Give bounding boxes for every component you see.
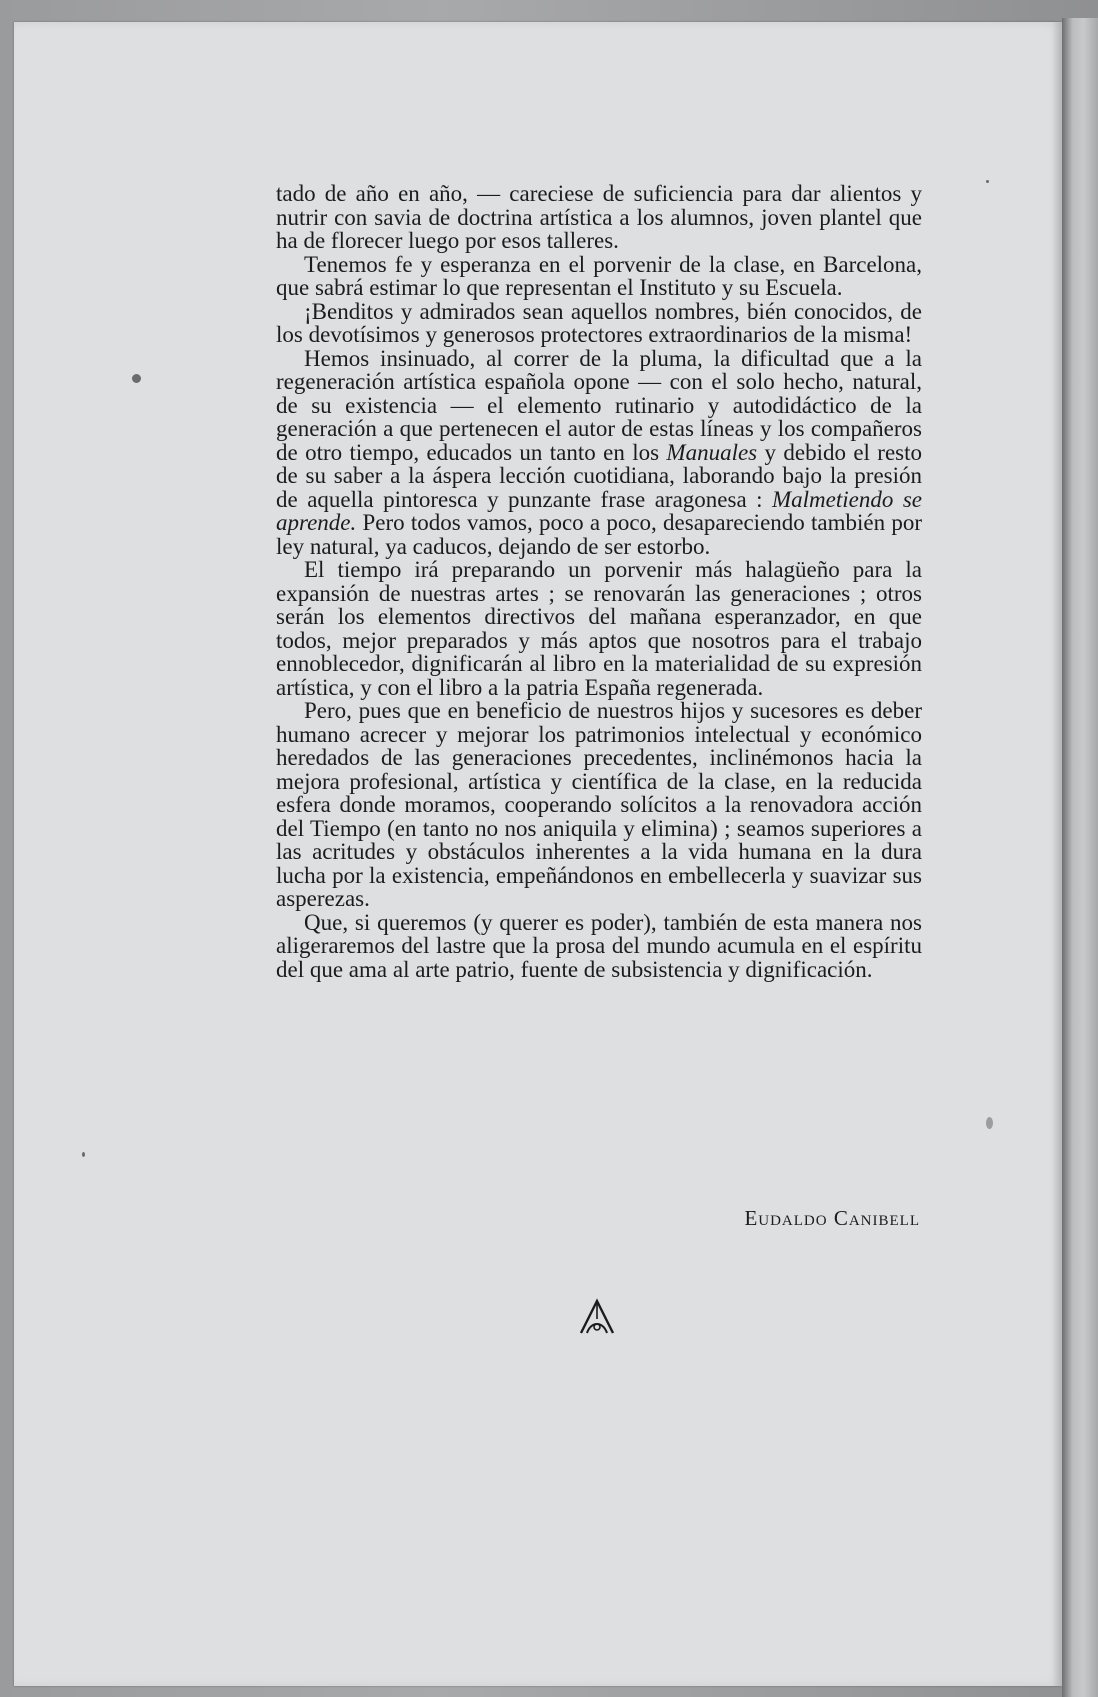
- paragraph: [276, 347, 922, 559]
- paragraph: [276, 558, 922, 699]
- paragraph-text: ¡Benditos y admirados sean aquellos nombres, bién conocidos, de los devotísimos y generosos protectores extraordinarios de la misma!: [276, 298, 922, 347]
- paragraph: [276, 253, 922, 300]
- paragraph: [276, 911, 922, 982]
- page-edge: [1062, 18, 1098, 1697]
- author-signature: Eudaldo Canibell: [744, 1206, 920, 1230]
- paper-speck: [132, 374, 141, 383]
- paragraph-text: Tenemos fe y esperanza en el porvenir de la clase, en Barcelona, que sabrá estimar lo que representan el Instituto y su Escuela.: [276, 251, 922, 300]
- article-text: [276, 182, 922, 981]
- paragraph: [276, 300, 922, 347]
- paragraph-text: tado de año en año, — careciese de suficiencia para dar alientos y nutrir con savia de doctrina artística a los alumnos, joven plantel que ha de florecer luego por esos talleres.: [276, 181, 922, 253]
- paragraph-text: Pero todos vamos, poco a poco, desapareciendo también por ley natural, ya caducos, dejando de ser estorbo.: [276, 510, 922, 559]
- paragraph-text: y debido el resto de su saber a la áspera lección cuotidiana, laborando bajo la presión de aquella pintoresca y punzante frase aragonesa :: [276, 439, 922, 512]
- italic-text: Malmetiendo se aprende.: [276, 486, 922, 535]
- paragraph-text: El tiempo irá preparando un porvenir más halagüeño para la expansión de nuestras artes ; se renovarán las generaciones ; otros serán los elementos directivos del mañana esperanzador, en que todos, mejor preparados y más aptos que nosotros para el trabajo ennoblecedor, dignificarán al libro en la materialidad de su expresión artística, y con el libro a la patria España regenerada.: [276, 557, 922, 700]
- printer-mark-icon: [577, 1297, 617, 1337]
- paragraph-text: Que, si queremos (y querer es poder), también de esta manera nos aligeraremos del lastre que la prosa del mundo acumula en el espíritu del que ama al arte patrio, fuente de subsistencia y dignificación.: [276, 909, 922, 982]
- paragraph-text: Pero, pues que en beneficio de nuestros hijos y sucesores es deber humano acrecer y mejorar los patrimonios intelectual y económico heredados de las generaciones precedentes, inclinémonos hacia la mejora profesional, artística y científica de la clase, en la reducida esfera donde moramos, cooperando solícitos a la renovadora acción del Tiempo (en tanto no nos aniquila y elimina) ; seamos superiores a las acritudes y obstáculos inherentes a la vida humana en la dura lucha por la existencia, empeñándonos en embellecerla y suavizar sus asperezas.: [276, 698, 922, 911]
- document-page: [14, 22, 1062, 1686]
- paragraph: [276, 182, 922, 253]
- paper-speck: [986, 180, 989, 183]
- paper-speck: [82, 1152, 85, 1157]
- paper-speck: [986, 1117, 993, 1129]
- italic-text: Manuales: [666, 439, 758, 465]
- paragraph-text: Hemos insinuado, al correr de la pluma, la dificultad que a la regeneración artística española opone — con el solo hecho, natural, de su existencia — el elemento rutinario y autodidáctico de la generación a que pertenecen el autor de estas líneas y los compañeros de otro tiempo, educados un tanto en los: [276, 345, 922, 465]
- paragraph: [276, 699, 922, 911]
